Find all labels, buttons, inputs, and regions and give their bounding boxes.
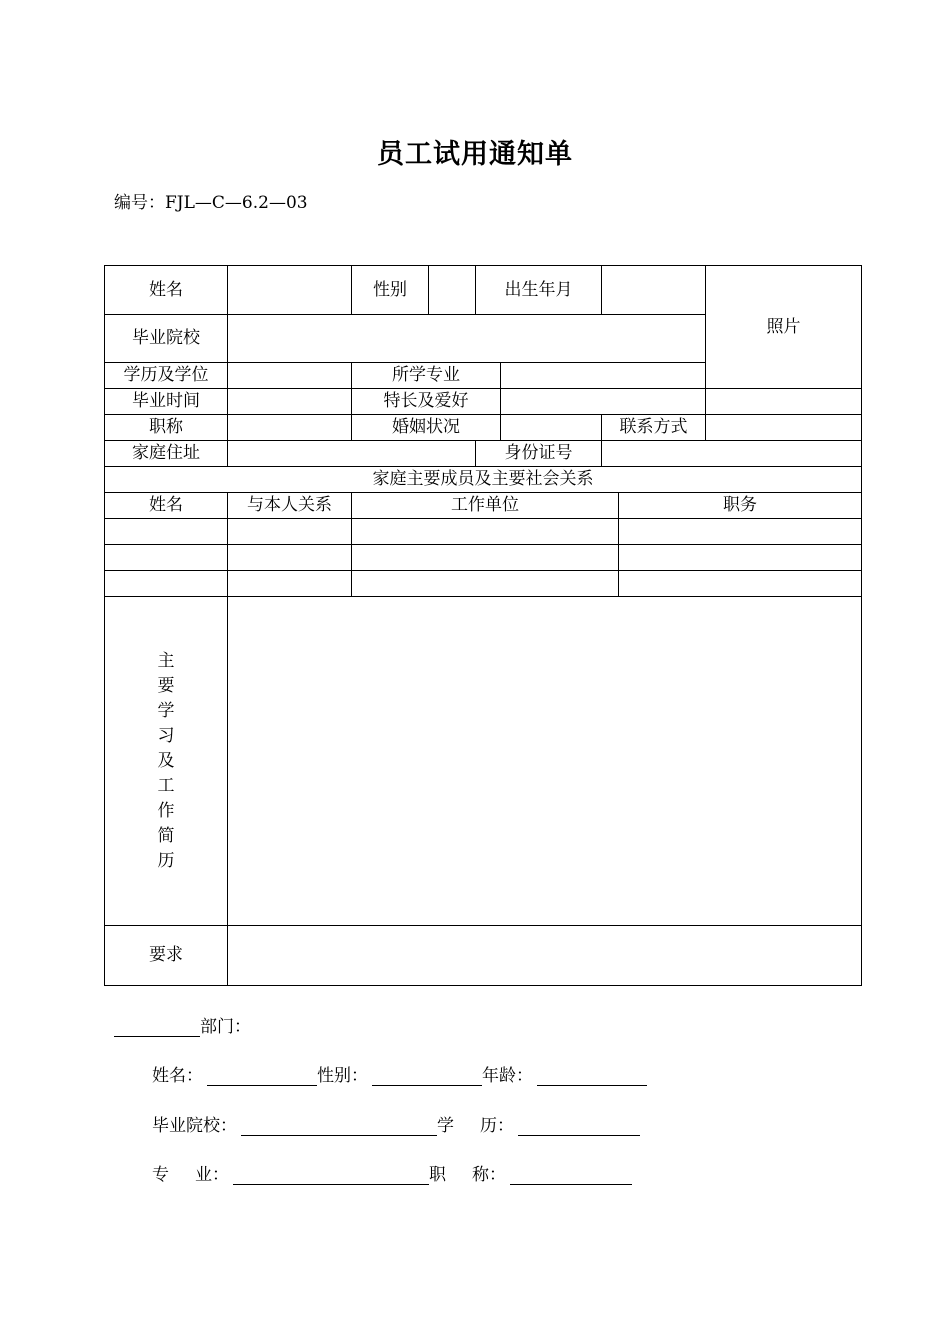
field-title[interactable] [228, 415, 352, 441]
label-id-number: 身份证号 [476, 441, 602, 467]
footer-name-label: 姓名： [152, 1066, 203, 1086]
label-school: 毕业院校 [105, 315, 228, 363]
field-specialty[interactable] [501, 389, 706, 415]
family-header-employer: 工作单位 [352, 493, 619, 519]
footer-major-label-a: 专 [152, 1165, 169, 1185]
field-grad-time[interactable] [228, 389, 352, 415]
footer-age-blank[interactable] [537, 1068, 647, 1086]
family-cell-employer[interactable] [352, 571, 619, 597]
label-education: 学历及学位 [105, 363, 228, 389]
resume-label-char: 及 [157, 750, 175, 771]
document-title: 员工试用通知单 [377, 139, 573, 170]
resume-label-char: 主 [157, 650, 175, 671]
family-row [105, 519, 862, 545]
field-resume[interactable] [228, 597, 862, 926]
footer-education-label-b: 历： [480, 1116, 514, 1136]
field-name[interactable] [228, 266, 352, 315]
resume-label-char: 工 [157, 775, 175, 796]
field-major[interactable] [501, 363, 706, 389]
family-cell-name[interactable] [105, 519, 228, 545]
probation-form-table [104, 265, 862, 986]
label-contact: 联系方式 [602, 415, 706, 441]
field-marital[interactable] [501, 415, 602, 441]
footer-school-blank[interactable] [241, 1118, 437, 1136]
footer-name-line [152, 1061, 647, 1086]
photo-box[interactable]: 照片 [706, 266, 862, 389]
field-id-number[interactable] [602, 441, 862, 467]
department-label: 部门： [200, 1017, 251, 1037]
family-header-name: 姓名 [105, 493, 228, 519]
department-blank[interactable] [114, 1019, 200, 1037]
family-cell-name[interactable] [105, 571, 228, 597]
photo-box-bottom [706, 389, 862, 415]
footer-major-line [152, 1160, 632, 1185]
field-address[interactable] [228, 441, 476, 467]
footer-education-label-a: 学 [437, 1116, 454, 1136]
footer-gender-blank[interactable] [372, 1068, 482, 1086]
resume-label-char: 作 [157, 800, 175, 821]
resume-label-char: 学 [157, 700, 175, 721]
label-marital: 婚姻状况 [352, 415, 501, 441]
footer-major-blank[interactable] [233, 1167, 429, 1185]
family-cell-name[interactable] [105, 545, 228, 571]
footer-department-line [114, 1012, 251, 1037]
family-cell-employer[interactable] [352, 519, 619, 545]
label-specialty: 特长及爱好 [352, 389, 501, 415]
family-row [105, 571, 862, 597]
label-gender: 性别 [352, 266, 429, 315]
resume-vertical-label [157, 649, 175, 874]
footer-name-blank[interactable] [207, 1068, 317, 1086]
field-requirement[interactable] [228, 926, 862, 986]
family-cell-position[interactable] [619, 545, 862, 571]
family-row [105, 545, 862, 571]
footer-age-label: 年龄： [482, 1066, 533, 1086]
family-section-header: 家庭主要成员及主要社会关系 [105, 467, 862, 493]
field-birth[interactable] [602, 266, 706, 315]
family-header-position: 职务 [619, 493, 862, 519]
field-education[interactable] [228, 363, 352, 389]
footer-title-label-a: 职 [429, 1165, 446, 1185]
family-header-relation: 与本人关系 [228, 493, 352, 519]
footer-title-blank[interactable] [510, 1167, 632, 1185]
resume-label-char: 要 [157, 675, 175, 696]
label-resume [105, 597, 228, 926]
footer-gender-label: 性别： [317, 1066, 368, 1086]
family-cell-employer[interactable] [352, 545, 619, 571]
field-school[interactable] [228, 315, 706, 363]
field-gender[interactable] [429, 266, 476, 315]
label-grad-time: 毕业时间 [105, 389, 228, 415]
document-code: 编号：FJL—C—6.2—03 [114, 193, 308, 213]
footer-title-label-b: 称： [472, 1165, 506, 1185]
field-contact[interactable] [706, 415, 862, 441]
label-title: 职称 [105, 415, 228, 441]
footer-school-line [152, 1111, 640, 1136]
family-cell-relation[interactable] [228, 571, 352, 597]
family-cell-relation[interactable] [228, 545, 352, 571]
resume-label-char: 习 [157, 725, 175, 746]
family-cell-position[interactable] [619, 519, 862, 545]
label-requirement: 要求 [105, 926, 228, 986]
label-major: 所学专业 [352, 363, 501, 389]
resume-label-char: 简 [157, 825, 175, 846]
label-birth: 出生年月 [476, 266, 602, 315]
family-cell-position[interactable] [619, 571, 862, 597]
footer-school-label: 毕业院校： [152, 1116, 237, 1136]
footer-major-label-b: 业： [195, 1165, 229, 1185]
label-address: 家庭住址 [105, 441, 228, 467]
family-cell-relation[interactable] [228, 519, 352, 545]
footer-education-blank[interactable] [518, 1118, 640, 1136]
resume-label-char: 历 [157, 850, 175, 871]
label-name: 姓名 [105, 266, 228, 315]
